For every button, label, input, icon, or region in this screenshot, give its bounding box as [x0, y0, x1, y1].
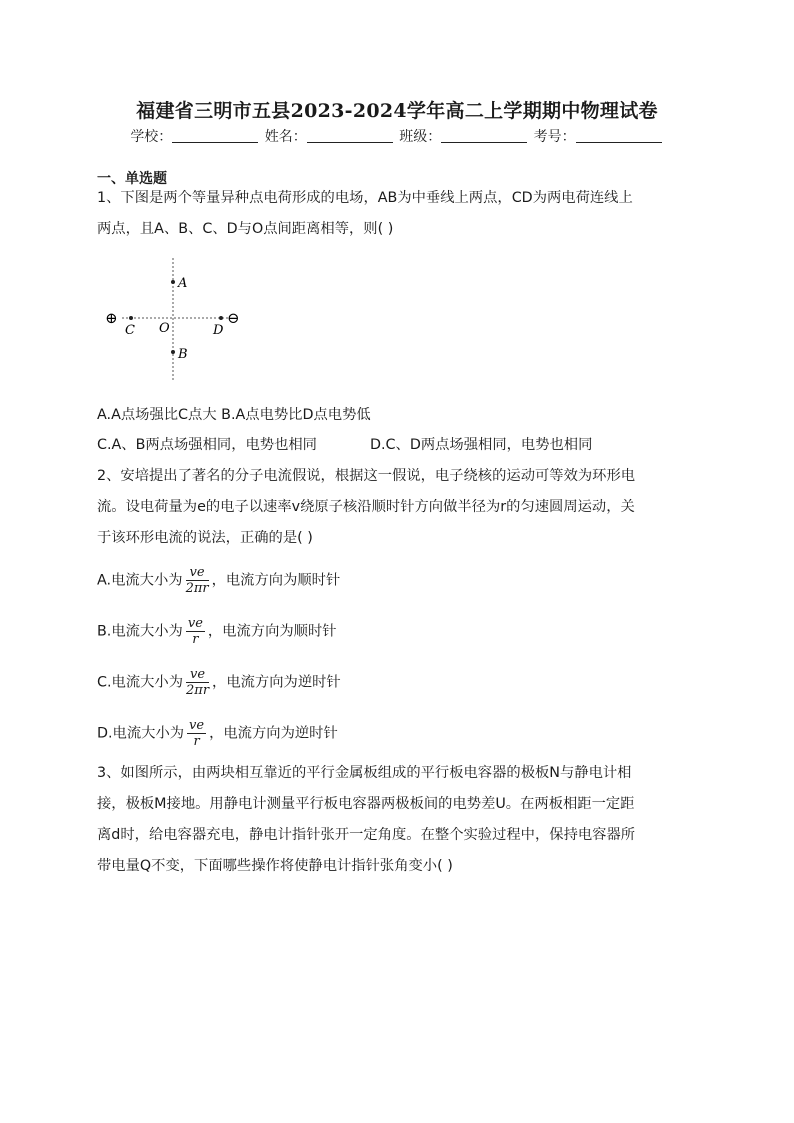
q2-option-c-prefix: C.电流大小为: [97, 674, 184, 691]
name-blank[interactable]: [307, 128, 393, 143]
q2-option-d: [97, 718, 338, 749]
q1-option-d: D.C、D两点场强相同，电势也相同: [370, 437, 593, 453]
label-d: D: [213, 323, 224, 338]
label-a: A: [178, 276, 188, 291]
q2-option-a-fraction: [186, 565, 209, 596]
q2-option-a: [97, 565, 340, 596]
q3-stem-line-4: 带电量Q不变，下面哪些操作将使静电计指针张角变小( ): [97, 858, 453, 874]
point-b-dot: [171, 350, 175, 354]
q2-option-b-fraction: [186, 616, 205, 647]
point-a-dot: [171, 280, 175, 284]
class-blank[interactable]: [441, 128, 527, 143]
fraction-numerator: ve: [186, 667, 209, 683]
q1-field-figure: [100, 252, 260, 384]
q3-stem-line-2: 接，极板M接地。用静电计测量平行板电容器两极板间的电势差U。在两板相距一定距: [97, 796, 635, 812]
positive-charge-icon: ⊕: [105, 309, 118, 327]
fraction-numerator: ve: [189, 718, 205, 733]
fraction-denominator: r: [193, 734, 200, 749]
label-c: C: [125, 323, 135, 338]
name-label: 姓名：: [264, 129, 307, 145]
exam-number-label: 考号：: [533, 129, 576, 145]
point-d-dot: [219, 316, 223, 320]
q1-stem-line-2: 两点，且A、B、C、D与O点间距离相等，则( ): [97, 221, 394, 237]
q3-stem-line-3: 离d时，给电容器充电，静电计指针张开一定角度。在整个实验过程中，保持电容器所: [97, 827, 636, 843]
q2-stem-line-1: 2、安培提出了著名的分子电流假说，根据这一假说，电子绕核的运动可等效为环形电: [97, 468, 636, 484]
q2-option-b-prefix: B.电流大小为: [97, 623, 183, 640]
point-c-dot: [129, 316, 133, 320]
q2-option-d-fraction: [187, 718, 206, 749]
q2-option-a-prefix: A.电流大小为: [97, 572, 183, 589]
fraction-denominator: 2πr: [185, 581, 209, 596]
fraction-denominator: r: [192, 632, 199, 647]
q2-stem-line-2: 流。设电荷量为e的电子以速率v绕原子核沿顺时针方向做半径为r的匀速圆周运动，关: [97, 499, 635, 515]
section-heading: 一、单选题: [97, 171, 167, 187]
fraction-numerator: ve: [187, 616, 203, 631]
exam-title: 福建省三明市五县2023-2024学年高二上学期期中物理试卷: [136, 100, 658, 122]
fraction-numerator: ve: [186, 565, 209, 581]
q2-option-c-suffix: ，电流方向为逆时针: [212, 674, 341, 691]
q3-stem-line-1: 3、如图所示，由两块相互靠近的平行金属板组成的平行板电容器的极板N与静电计相: [97, 765, 632, 781]
fraction-denominator: 2πr: [186, 683, 210, 698]
negative-charge-icon: ⊖: [227, 309, 240, 327]
exam-number-blank[interactable]: [576, 128, 662, 143]
label-o: O: [159, 321, 170, 336]
school-label: 学校：: [130, 129, 173, 145]
q2-option-b: [97, 616, 337, 647]
q2-option-d-suffix: ，电流方向为逆时针: [209, 725, 338, 742]
class-label: 班级：: [399, 129, 442, 145]
q1-stem-line-1: 1、下图是两个等量异种点电荷形成的电场，AB为中垂线上两点，CD为两电荷连线上: [97, 190, 633, 206]
q2-option-c-fraction: [186, 667, 209, 698]
q1-options-ab: A.A点场强比C点大 B.A点电势比D点电势低: [97, 407, 371, 423]
q2-option-a-suffix: ，电流方向为顺时针: [211, 572, 341, 589]
school-blank[interactable]: [172, 128, 258, 143]
student-info-row: [0, 126, 794, 146]
q1-option-c: C.A、B两点场强相同，电势也相同: [97, 437, 317, 453]
q2-option-d-prefix: D.电流大小为: [97, 725, 185, 742]
q2-option-c: [97, 667, 341, 698]
q2-stem-line-3: 于该环形电流的说法，正确的是( ): [97, 530, 313, 546]
q2-option-b-suffix: ，电流方向为顺时针: [207, 623, 337, 640]
label-b: B: [178, 347, 188, 362]
